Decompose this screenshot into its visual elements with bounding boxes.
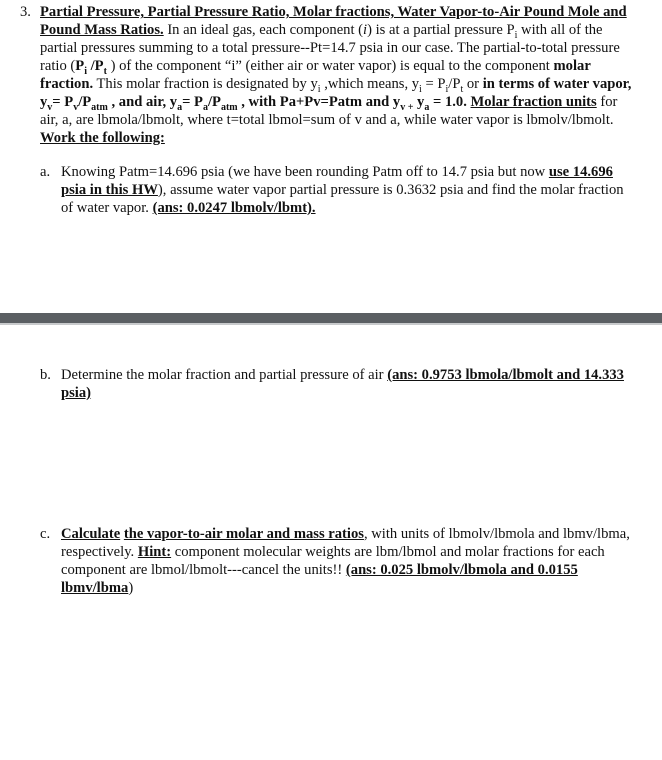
- part-b-text: [61, 366, 632, 402]
- page-divider-shadow: [0, 323, 662, 325]
- page-divider: [0, 313, 662, 323]
- text-run: /P: [78, 94, 92, 110]
- subscript: i: [84, 65, 87, 77]
- subscript: i: [445, 83, 449, 95]
- text-run: for air, a, are lbmola/lbmolt, where t=total lbmol=sum of v and a, while water vapor is lbmolv/lbmolt.: [40, 94, 618, 128]
- text-run: , and air, y: [107, 94, 178, 110]
- subscript: i: [419, 83, 422, 95]
- text-run: ) of the component “i” (either air or water vapor) is equal to the component: [106, 58, 554, 74]
- text-run: molar fraction.: [40, 58, 591, 92]
- text-run: ), assume water vapor partial pressure is 0.3632 psia and find the molar fraction of water vapor.: [61, 182, 624, 216]
- part-a: [40, 163, 632, 217]
- question-title: Partial Pressure, Partial Pressure Ratio, Molar fractions, Water Vapor-to-Air Pound Mole and Pound Mass Ratios.: [40, 4, 627, 38]
- text-run: , with units of lbmolv/lbmola and lbmv/lbma, respectively.: [61, 526, 630, 560]
- subscript: a: [202, 101, 208, 113]
- question-3-text: [40, 3, 632, 147]
- text-run: or: [463, 76, 483, 92]
- subscript: atm: [91, 101, 108, 113]
- text-run: = 1.0.: [429, 94, 467, 110]
- answer: (ans: 0.0247 lbmolv/lbmt).: [152, 200, 316, 216]
- text-run: , with Pa+Pv=Patm and y: [237, 94, 401, 110]
- text-run: y: [413, 94, 425, 110]
- text-run: Determine the molar fraction and partial pressure of air: [61, 367, 388, 383]
- text-run: This molar fraction is designated by y: [93, 76, 318, 92]
- subscript: a: [177, 101, 183, 113]
- text-run: In an ideal gas, each component (: [163, 22, 364, 38]
- text-run: ): [128, 580, 134, 596]
- text-run: /P: [207, 94, 221, 110]
- subscript: atm: [220, 101, 238, 113]
- subscript: i: [317, 83, 321, 95]
- text-run: = P: [182, 94, 203, 110]
- subscript: i: [514, 29, 518, 41]
- text-run: component molecular weights are lbm/lbmol and molar fractions for each component are lbmol/lbmolt---cancel the units!!: [61, 544, 605, 578]
- text-run: the vapor-to-air molar and mass ratios: [123, 526, 364, 542]
- question-number: 3.: [20, 4, 31, 20]
- subscript: v: [73, 101, 79, 113]
- answer: (ans: 0.9753 lbmola/lbmolt and 14.333 psia): [61, 367, 624, 401]
- text-run: Hint:: [137, 544, 172, 560]
- subscript: a: [424, 101, 430, 113]
- text-run: use 14.696 psia in this HW: [61, 164, 613, 198]
- text-run: = P: [52, 94, 74, 110]
- text-run: Molar fraction units: [470, 94, 597, 110]
- subscript: t: [460, 83, 464, 95]
- part-b: [40, 366, 632, 402]
- subscript: t: [103, 65, 107, 77]
- text-run: ) is at a partial pressure P: [367, 22, 515, 38]
- text-run: /P: [86, 58, 104, 74]
- subscript: v: [47, 101, 53, 113]
- part-c-text: [61, 525, 632, 597]
- text-run: = P: [421, 76, 446, 92]
- question-3: [20, 3, 632, 147]
- text-run: P: [75, 58, 85, 74]
- part-label: c.: [40, 526, 51, 542]
- text-run: ,which means, y: [320, 76, 420, 92]
- text-run: /P: [448, 76, 461, 92]
- text-run: Knowing Patm=14.696 psia (we have been rounding Patm off to 14.7 psia but now: [61, 164, 549, 180]
- text-run: i: [363, 22, 368, 38]
- part-c: [40, 525, 632, 597]
- part-a-text: [61, 163, 632, 217]
- subscript: v +: [400, 101, 414, 113]
- answer: (ans: 0.025 lbmolv/lbmola and 0.0155 lbmv/lbma: [61, 562, 578, 596]
- text-run: Work the following:: [40, 130, 165, 146]
- text-run: Calculate: [61, 526, 121, 542]
- part-label: b.: [40, 367, 51, 383]
- part-label: a.: [40, 164, 51, 180]
- text-run: in terms of water vapor, y: [40, 76, 632, 110]
- text-run: with all of the partial pressures summing to a total pressure--Pt=14.7 psia in our case. The partial-to-total pressure ratio (: [40, 22, 620, 74]
